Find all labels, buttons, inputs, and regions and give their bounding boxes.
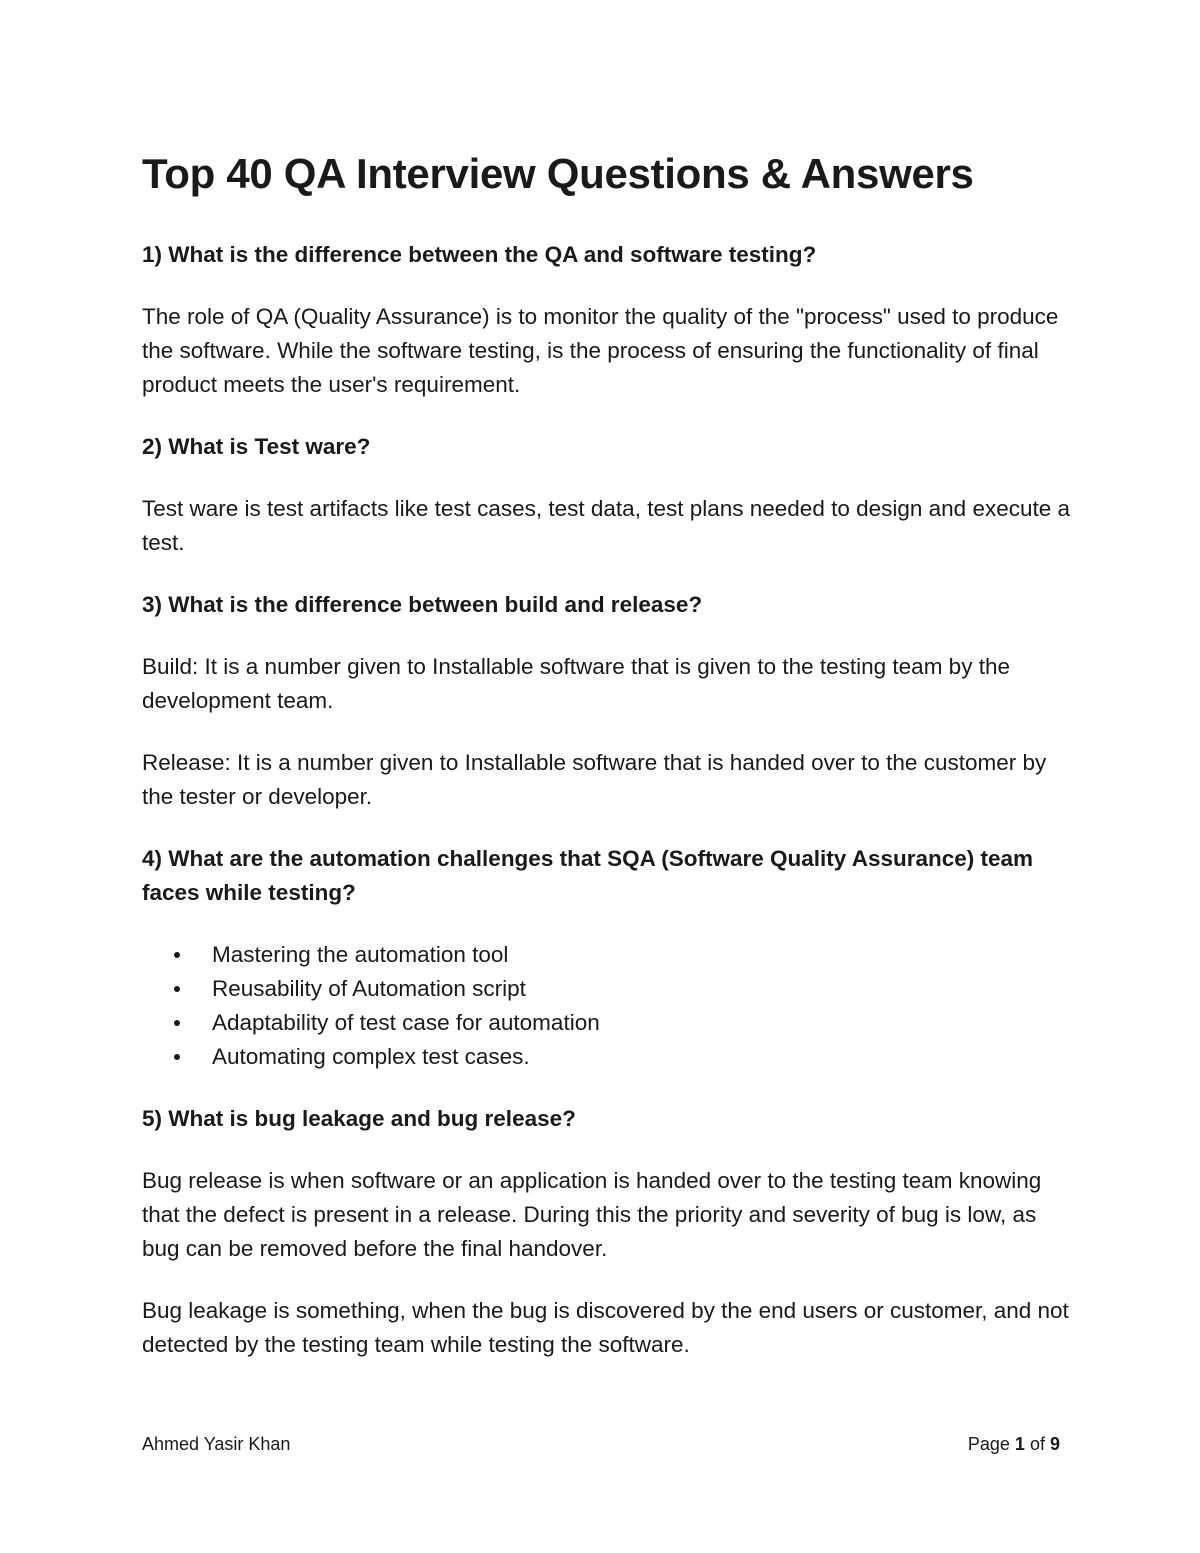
question-1: 1) What is the difference between the QA and software testing?	[142, 242, 817, 267]
page-current: 1	[1014, 1434, 1025, 1454]
question-5: 5) What is bug leakage and bug release?	[142, 1106, 576, 1131]
list-item	[212, 1006, 1072, 1040]
list-item	[212, 972, 1072, 1006]
question-2: 2) What is Test ware?	[142, 434, 371, 459]
bullet-icon	[174, 1054, 180, 1060]
list-item-text: Mastering the automation tool	[212, 942, 509, 967]
list-item-text: Reusability of Automation script	[212, 976, 526, 1001]
question-4: 4) What are the automation challenges that SQA (Software Quality Assurance) team faces while testing?	[142, 846, 1034, 905]
answer-1-paragraph-1: The role of QA (Quality Assurance) is to monitor the quality of the "process" used to produce the software. While the software testing, is the process of ensuring the functionality of final product meets the user's requirement.	[142, 304, 1059, 397]
list-item-text: Automating complex test cases.	[212, 1044, 530, 1069]
list-item	[212, 938, 1072, 972]
answer-5-paragraph-1: Bug release is when software or an application is handed over to the testing team knowing that the defect is present in a release. During this the priority and severity of bug is low, as bug can be removed before the final handover.	[142, 1168, 1042, 1261]
footer-page-number	[968, 1431, 1060, 1457]
list-item	[212, 1040, 1072, 1074]
of-word: of	[1029, 1434, 1045, 1454]
document-title: Top 40 QA Interview Questions & Answers	[142, 150, 974, 197]
document-content	[142, 146, 1072, 1390]
answer-3-paragraph-2: Release: It is a number given to Installable software that is handed over to the customer by the tester or developer.	[142, 750, 1047, 809]
bullet-icon	[174, 1020, 180, 1026]
bullet-icon	[174, 952, 180, 958]
answer-3-paragraph-1: Build: It is a number given to Installable software that is given to the testing team by the development team.	[142, 654, 1010, 713]
answer-5-paragraph-2: Bug leakage is something, when the bug is discovered by the end users or customer, and not detected by the testing team while testing the software.	[142, 1298, 1069, 1357]
answer-2-paragraph-1: Test ware is test artifacts like test cases, test data, test plans needed to design and execute a test.	[142, 496, 1071, 555]
question-3: 3) What is the difference between build and release?	[142, 592, 703, 617]
list-item-text: Adaptability of test case for automation	[212, 1010, 600, 1035]
answer-4-bullet-list	[142, 938, 1072, 1074]
page-word: Page	[967, 1434, 1010, 1454]
page-total: 9	[1049, 1434, 1060, 1454]
bullet-icon	[174, 986, 180, 992]
footer-author: Ahmed Yasir Khan	[142, 1434, 291, 1454]
